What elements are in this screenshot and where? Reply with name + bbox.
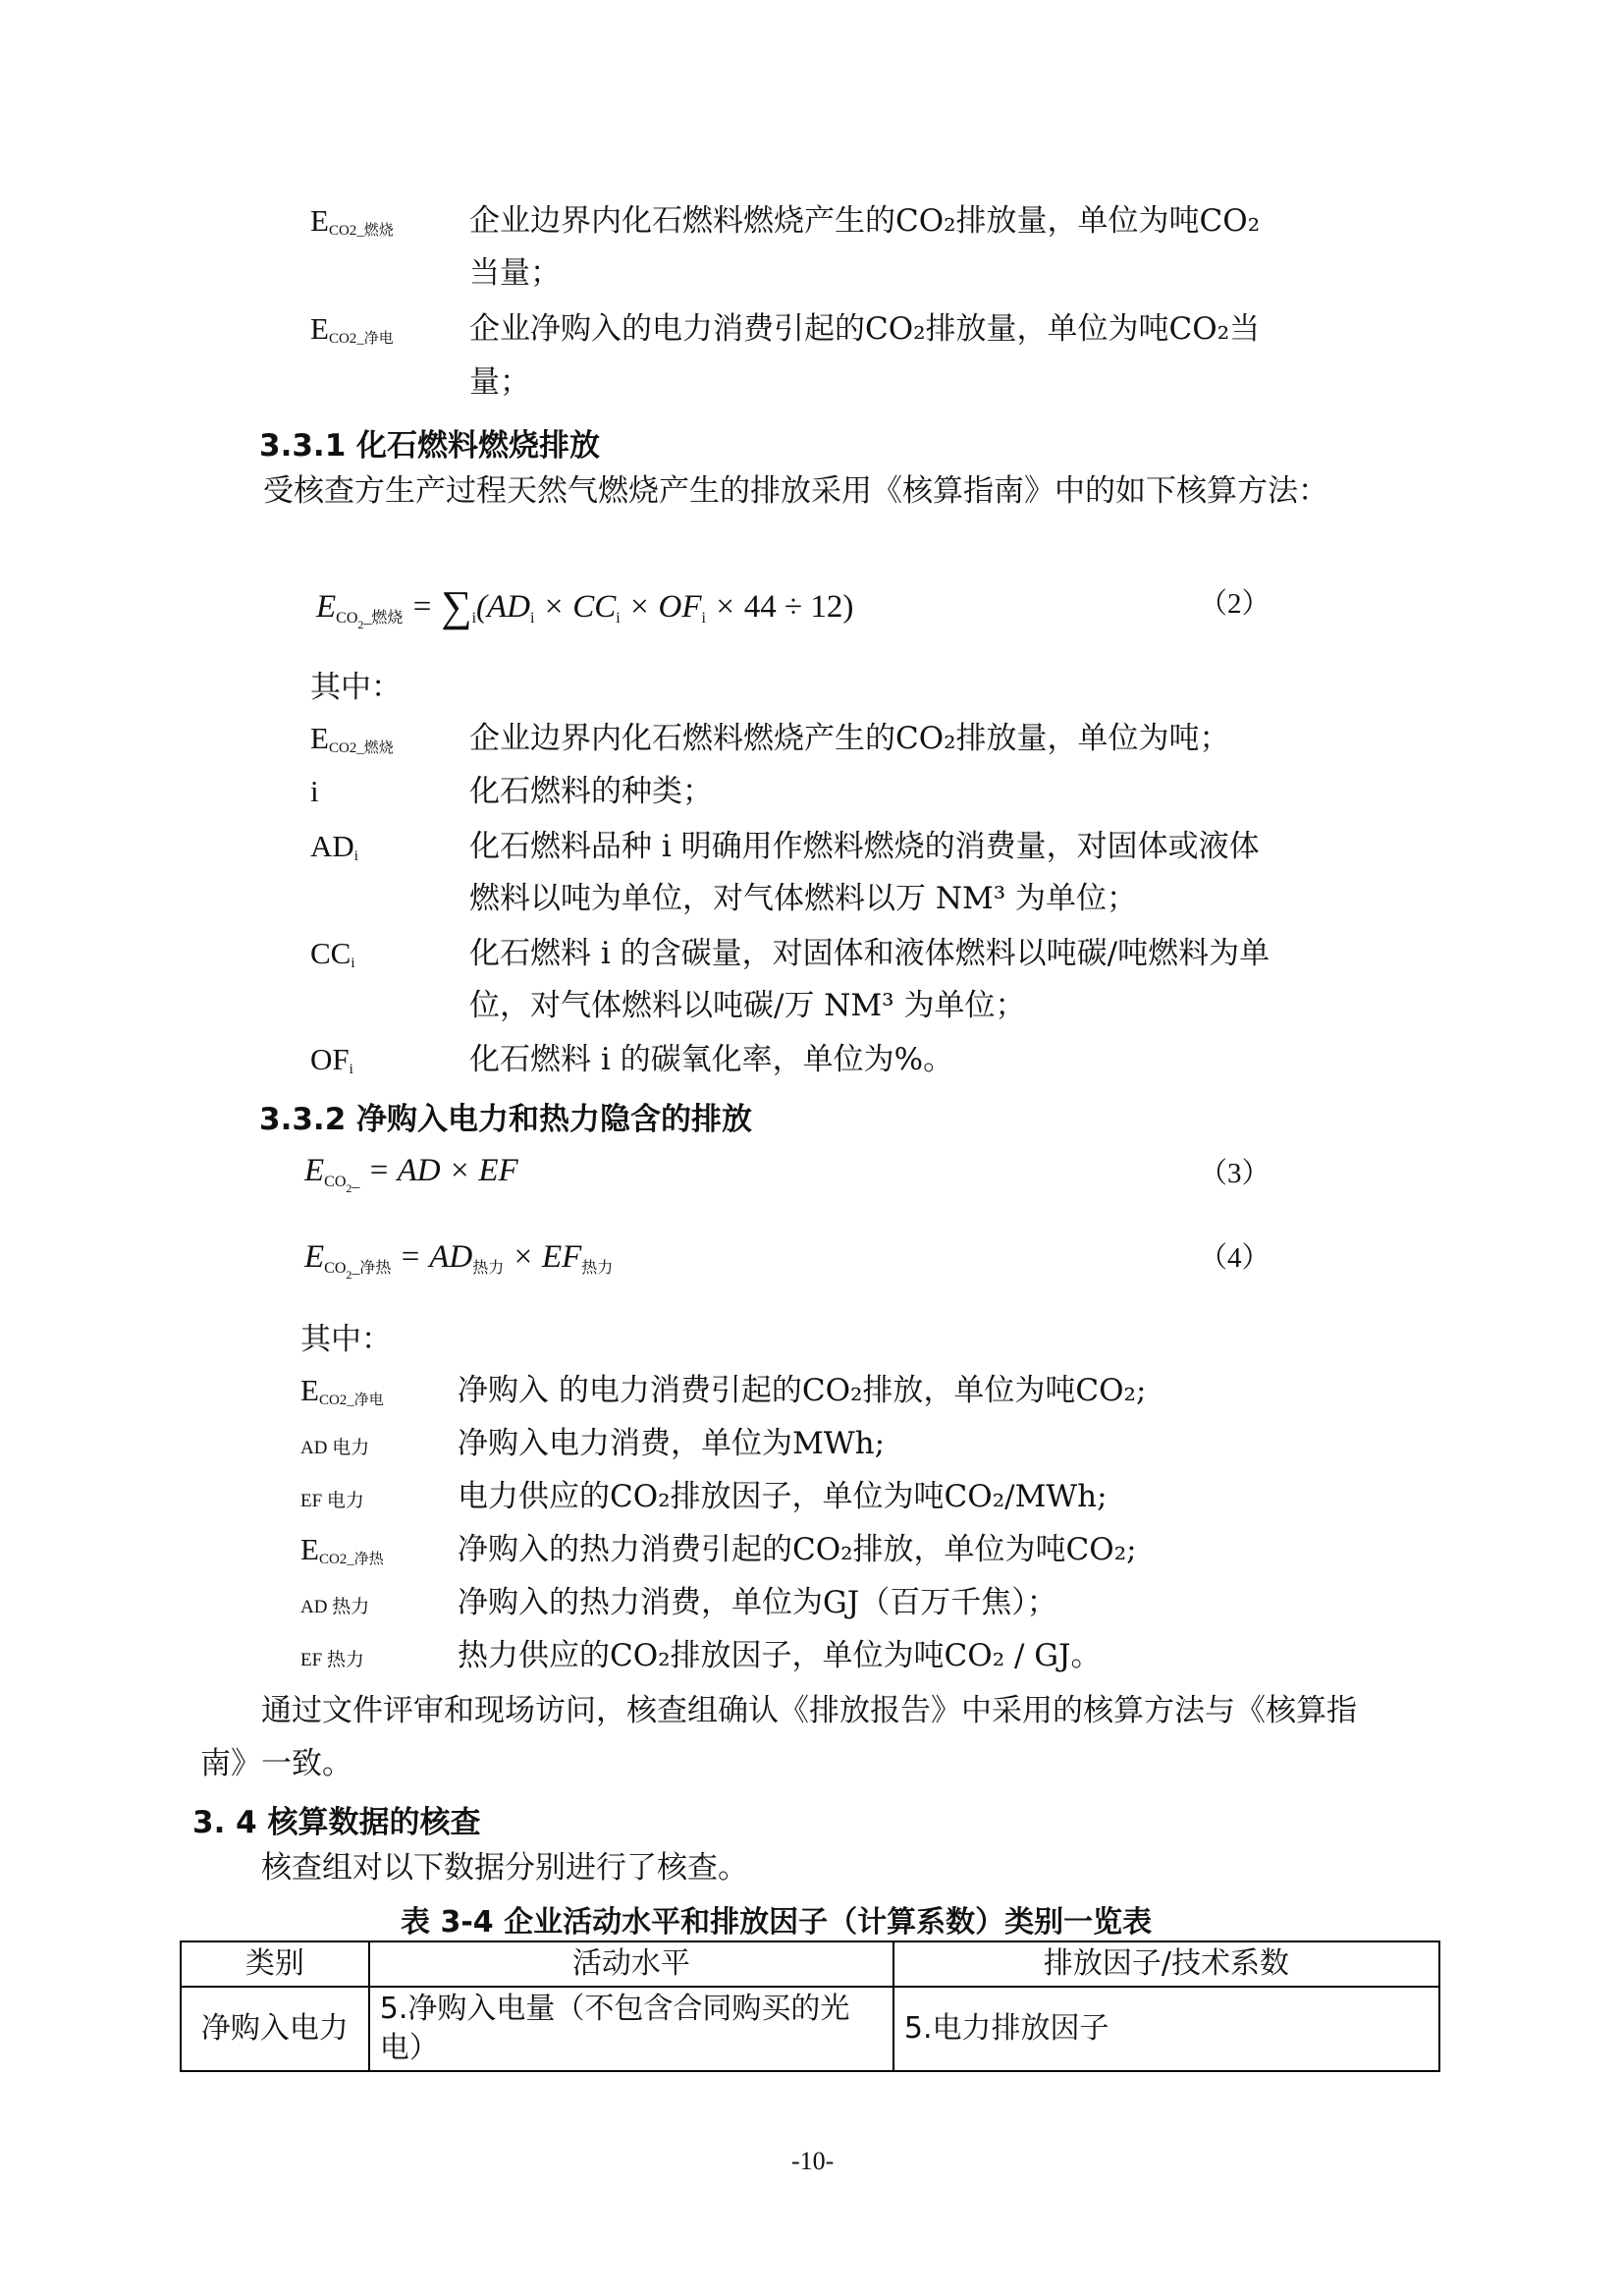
equation-4-number: （4）: [1199, 1242, 1271, 1274]
def-eco2-combustion-symbol: $E_{CO2\_燃烧}$: [310, 203, 394, 239]
def-eco2-netpower-line1: 企业净购入的电力消费引起的CO₂排放量，单位为吨CO₂当: [469, 311, 1261, 347]
def-ad-power-text: 净购入电力消费，单位为MWh;: [458, 1426, 886, 1461]
def-eco2-netpower-symbol: $E_{CO2\_净电}$: [310, 311, 394, 347]
def-ef-heat-text: 热力供应的CO₂排放因子，单位为吨CO₂ / GJ。: [458, 1638, 1102, 1673]
def-ofi-symbol: $OF_i$: [310, 1042, 353, 1077]
def-ad-heat-text: 净购入的热力消费，单位为GJ（百万千焦）；: [458, 1585, 1057, 1620]
def-eco2-combustion-2-text: 企业边界内化石燃料燃烧产生的CO₂排放量，单位为吨；: [469, 721, 1230, 756]
equation-2: $E_{CO_2\_燃烧} = \sum_i(AD_i \times CC_i \times OF_i \times 44 \div 12)$: [316, 582, 854, 631]
def-i-symbol: i: [310, 774, 319, 808]
def-adi-line1: 化石燃料品种 i 明确用作燃料燃烧的消费量，对固体或液体: [469, 829, 1260, 864]
section-332-where: 其中：: [300, 1322, 392, 1357]
table-cell: 5.净购入电量（不包含合同购买的光电）: [369, 1987, 893, 2071]
def-eco2-netheat-symbol: $E_{CO2\_净热}$: [300, 1532, 384, 1567]
section-331-intro: 受核查方生产过程天然气燃烧产生的排放采用《核算指南》中的如下核算方法：: [263, 473, 1328, 509]
section-331-where: 其中：: [310, 670, 402, 705]
def-ef-power-text: 电力供应的CO₂排放因子，单位为吨CO₂/MWh;: [458, 1479, 1108, 1514]
def-cci-line2: 位，对气体燃料以吨碳/万 NM³ 为单位；: [469, 988, 1026, 1023]
section-34-heading: 3. 4 核算数据的核查: [192, 1805, 481, 1840]
def-eco2-netpower-2-text: 净购入 的电力消费引起的CO₂排放，单位为吨CO₂;: [458, 1373, 1147, 1408]
def-eco2-netpower-line2: 量；: [469, 364, 530, 400]
def-eco2-combustion-line2: 当量；: [469, 255, 561, 291]
def-ofi-text: 化石燃料 i 的碳氧化率，单位为%。: [469, 1042, 954, 1077]
equation-3: $E_{CO_2\_}$ = AD × EF: [304, 1153, 518, 1195]
def-eco2-netpower-2-symbol: $E_{CO2\_净电}$: [300, 1373, 384, 1408]
def-eco2-netheat-text: 净购入的热力消费引起的CO₂排放，单位为吨CO₂;: [458, 1532, 1137, 1567]
def-cci-line1: 化石燃料 i 的含碳量，对固体和液体燃料以吨碳/吨燃料为单: [469, 936, 1271, 971]
activity-emission-factor-table: [180, 1941, 1440, 2072]
table-caption: 表 3-4 企业活动水平和排放因子（计算系数）类别一览表: [401, 1905, 1153, 1940]
table-row: [181, 1987, 1439, 2071]
table-header-row: [181, 1941, 1439, 1987]
page-number: -10-: [791, 2147, 835, 2175]
table-header-cell: 活动水平: [369, 1941, 893, 1987]
def-i-text: 化石燃料的种类；: [469, 774, 713, 809]
section-332-heading: 3.3.2 净购入电力和热力隐含的排放: [259, 1102, 753, 1137]
table-header-cell: 排放因子/技术系数: [893, 1941, 1439, 1987]
equation-2-number: （2）: [1199, 588, 1271, 620]
table-cell: 净购入电力: [181, 1987, 369, 2071]
def-adi-symbol: $AD_i$: [310, 829, 358, 864]
table-header-cell: 类别: [181, 1941, 369, 1987]
section-331-heading: 3.3.1 化石燃料燃烧排放: [259, 428, 601, 464]
def-adi-line2: 燃料以吨为单位，对气体燃料以万 NM³ 为单位；: [469, 881, 1137, 916]
section-34-intro: 核查组对以下数据分别进行了核查。: [261, 1850, 748, 1886]
def-cci-symbol: $CC_i$: [310, 936, 355, 971]
conclusion-line2: 南》一致。: [200, 1746, 352, 1781]
def-ef-heat-symbol: EF 热力: [300, 1650, 364, 1670]
equation-3-number: （3）: [1199, 1158, 1271, 1189]
def-eco2-combustion-2-symbol: $E_{CO2\_燃烧}$: [310, 721, 394, 756]
def-ad-heat-symbol: AD 热力: [300, 1597, 370, 1617]
def-eco2-combustion-line1: 企业边界内化石燃料燃烧产生的CO₂排放量，单位为吨CO₂: [469, 203, 1261, 239]
equation-4: $E_{CO_2\_净热} = AD_{热力} \times EF_{热力}$: [304, 1239, 614, 1282]
conclusion-line1: 通过文件评审和现场访问，核查组确认《排放报告》中采用的核算方法与《核算指: [261, 1693, 1357, 1728]
def-ef-power-symbol: EF 电力: [300, 1491, 364, 1511]
def-ad-power-symbol: AD 电力: [300, 1438, 370, 1458]
table-cell: 5.电力排放因子: [893, 1987, 1439, 2071]
